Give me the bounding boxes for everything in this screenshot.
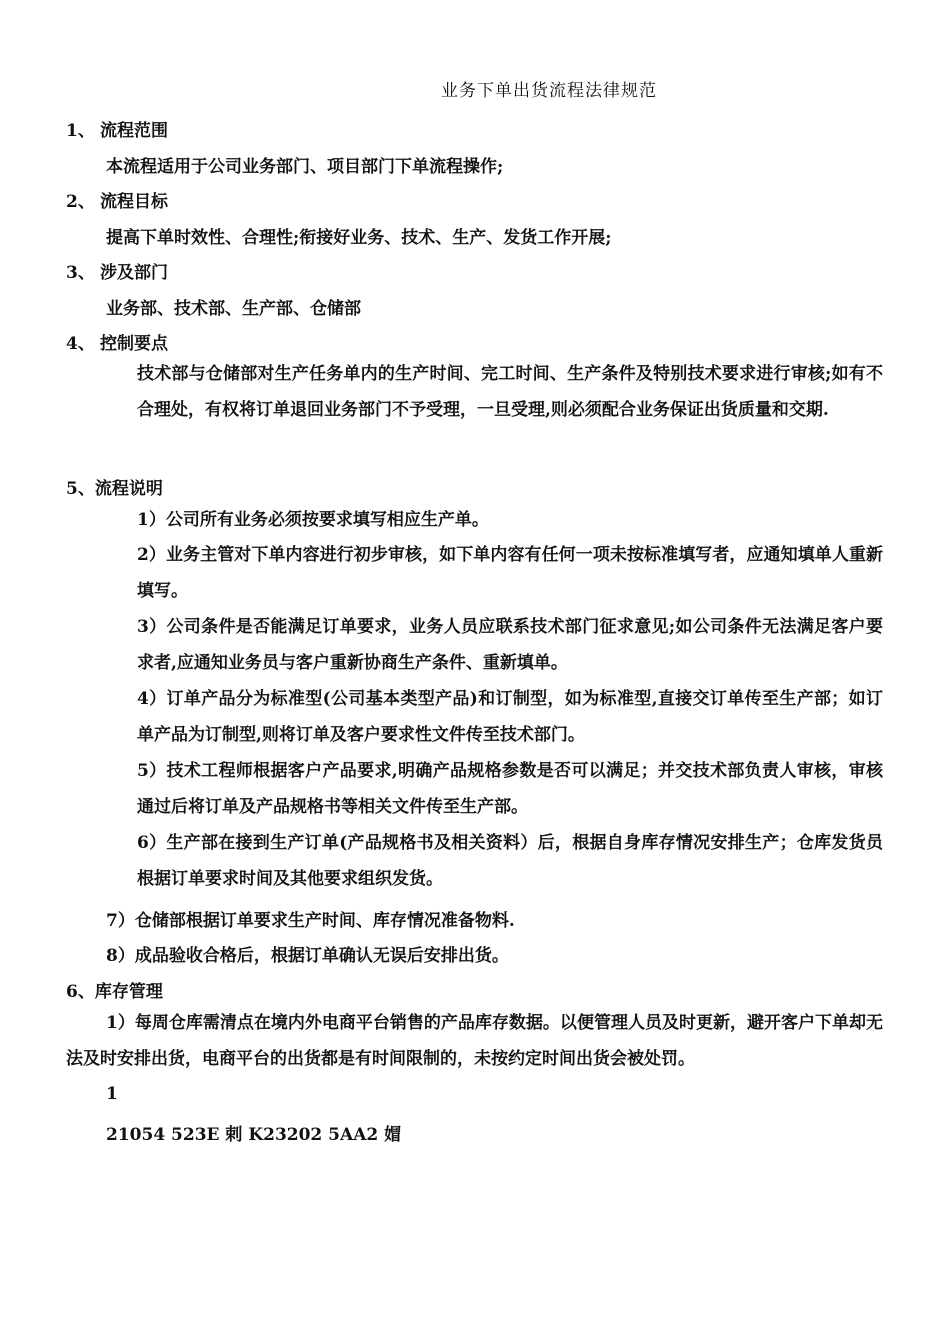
document-code: 21054 523E 剌 K23202 5AA2 媢	[106, 1125, 402, 1145]
section-heading-4	[66, 329, 168, 354]
section-label: 流程范围	[100, 121, 168, 141]
inventory-item-1: 1）每周仓库需清点在境内外电商平台销售的产品库存数据。以便管理人员及时更新，避开客户下单却无法及时安排出货，电商平台的出货都是有时间限制的，未按约定时间出货会被处罚。	[66, 1013, 883, 1069]
process-item-1: 1）公司所有业务必须按要求填写相应生产单。	[137, 510, 489, 530]
section-number: 1、	[66, 121, 95, 141]
section-heading-6: 6、库存管理	[66, 982, 163, 1002]
section-label: 控制要点	[100, 334, 168, 354]
process-item-3: 3）公司条件是否能满足订单要求，业务人员应联系技术部门征求意见;如公司条件无法满足客户要求者,应通知业务员与客户重新协商生产条件、重新填单。	[137, 617, 883, 673]
section-heading-3	[66, 258, 168, 283]
section-heading-1	[66, 116, 168, 141]
process-item-6: 6）生产部在接到生产订单(产品规格书及相关资料）后，根据自身库存情况安排生产；仓库发货员根据订单要求时间及其他要求组织发货。	[137, 833, 883, 889]
section-number: 4、	[66, 334, 95, 354]
section-body-4: 技术部与仓储部对生产任务单内的生产时间、完工时间、生产条件及特别技术要求进行审核;如有不合理处，有权将订单退回业务部门不予受理，一旦受理,则必须配合业务保证出货质量和交期.	[137, 364, 883, 420]
section-label: 流程目标	[100, 192, 168, 212]
section-body-2: 提高下单时效性、合理性;衔接好业务、技术、生产、发货工作开展;	[106, 228, 612, 248]
section-label: 涉及部门	[100, 263, 168, 283]
section-heading-5: 5、流程说明	[66, 479, 163, 499]
section-body-1: 本流程适用于公司业务部门、项目部门下单流程操作;	[106, 157, 504, 177]
page-number: 1	[106, 1084, 118, 1104]
section-heading-2	[66, 187, 168, 212]
process-item-2: 2）业务主管对下单内容进行初步审核，如下单内容有任何一项未按标准填写者，应通知填单人重新填写。	[137, 545, 883, 601]
section-number: 2、	[66, 192, 95, 212]
process-item-8: 8）成品验收合格后，根据订单确认无误后安排出货。	[106, 946, 509, 966]
section-number: 3、	[66, 263, 95, 283]
section-body-3: 业务部、技术部、生产部、仓储部	[106, 299, 361, 319]
process-item-7: 7）仓储部根据订单要求生产时间、库存情况准备物料.	[106, 911, 515, 931]
document-title: 业务下单出货流程法律规范	[441, 81, 657, 101]
process-item-5: 5）技术工程师根据客户产品要求,明确产品规格参数是否可以满足；并交技术部负责人审核，审核通过后将订单及产品规格书等相关文件传至生产部。	[137, 761, 883, 817]
process-item-4: 4）订单产品分为标准型(公司基本类型产品)和订制型，如为标准型,直接交订单传至生产部；如订单产品为订制型,则将订单及客户要求性文件传至技术部门。	[137, 689, 883, 745]
